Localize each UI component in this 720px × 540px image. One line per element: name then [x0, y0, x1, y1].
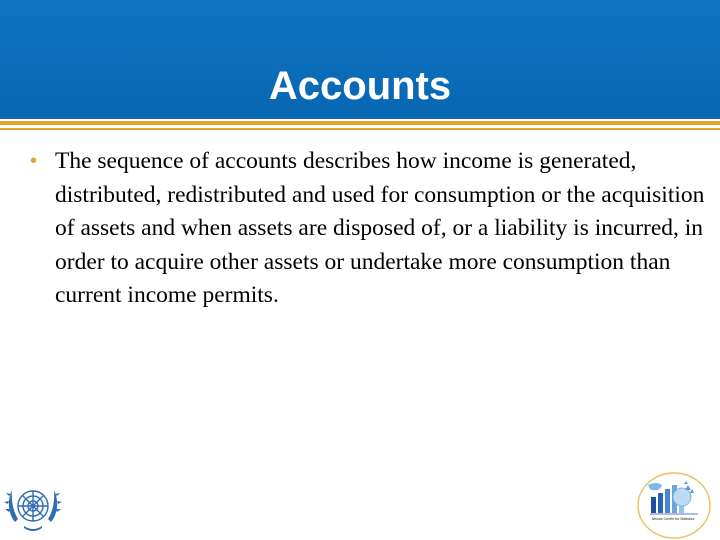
slide-title: Accounts — [268, 64, 452, 108]
bullet-text: The sequence of accounts describes how income is generated, distributed, redistributed and used for consumption or the acquisition of assets and when assets are disposed of, or a liability is incurred, in order to acquire other assets or undertake more consumption than current income permits. — [55, 148, 705, 308]
afcs-logo-caption: African Centre for Statistics — [651, 517, 695, 521]
afcs-logo-icon — [636, 471, 712, 540]
bullet-item — [22, 145, 712, 313]
accent-rule-thick — [0, 121, 720, 125]
slide-body — [22, 145, 712, 313]
accent-rule-thin — [0, 128, 720, 130]
bullet-icon: • — [30, 150, 38, 172]
un-emblem-icon — [2, 478, 64, 540]
